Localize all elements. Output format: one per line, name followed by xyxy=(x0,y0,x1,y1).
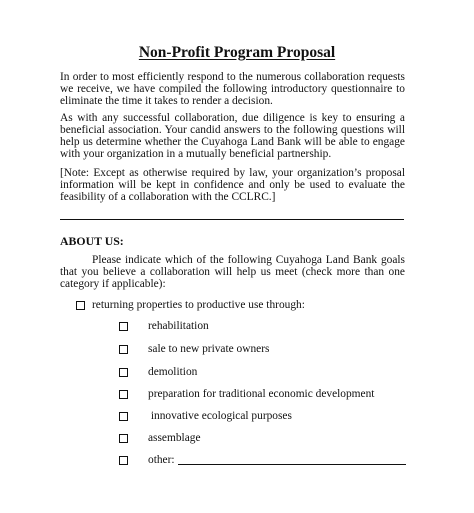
option-assemblage[interactable] xyxy=(119,432,201,445)
collaboration-paragraph: As with any successful collaboration, due diligence is key to ensuring a beneficial association. Your candid answers to the following questions will help us determine whether the Cuyahoga Land Bank will be able to engage with your organization in a mutually beneficial partnership. xyxy=(60,112,405,160)
checkbox[interactable] xyxy=(119,368,128,377)
option-label: demolition xyxy=(148,366,198,378)
checkbox[interactable] xyxy=(76,301,85,310)
option-label: innovative ecological purposes xyxy=(148,410,292,422)
instructions-paragraph: Please indicate which of the following Cuyahoga Land Bank goals that you believe a collaboration will help us meet (check more than one category if applicable): xyxy=(60,254,405,290)
document-title: Non-Profit Program Proposal xyxy=(138,44,336,61)
option-rehabilitation[interactable] xyxy=(119,320,209,333)
confidentiality-note: [Note: Except as otherwise required by law, your organization’s proposal information will be kept in confidence and only be used to evaluate the feasibility of a collaboration with the CCLRC.] xyxy=(60,167,405,203)
checkbox[interactable] xyxy=(119,390,128,399)
other-fill-in-line[interactable] xyxy=(178,464,406,465)
option-other[interactable] xyxy=(119,454,406,467)
intro-paragraph: In order to most efficiently respond to the numerous collaboration requests we receive, we have compiled the following introductory questionnaire to eliminate the time it takes to render a decision. xyxy=(60,71,405,107)
option-economic-development[interactable] xyxy=(119,388,374,401)
option-sale-to-new-owners[interactable] xyxy=(119,343,269,356)
checkbox[interactable] xyxy=(119,456,128,465)
checkbox[interactable] xyxy=(119,412,128,421)
option-label: sale to new private owners xyxy=(148,343,270,355)
option-returning-properties[interactable] xyxy=(76,299,305,312)
option-label: other: xyxy=(148,454,175,466)
option-ecological-purposes[interactable] xyxy=(119,410,292,423)
option-label: returning properties to productive use through: xyxy=(92,299,305,311)
section-heading: ABOUT US: xyxy=(60,234,124,248)
checkbox[interactable] xyxy=(119,322,128,331)
checkbox[interactable] xyxy=(119,345,128,354)
option-demolition[interactable] xyxy=(119,366,197,379)
option-label: assemblage xyxy=(148,432,201,444)
checkbox[interactable] xyxy=(119,434,128,443)
section-divider xyxy=(60,219,404,220)
option-label: preparation for traditional economic development xyxy=(148,388,375,400)
option-label: rehabilitation xyxy=(148,320,209,332)
